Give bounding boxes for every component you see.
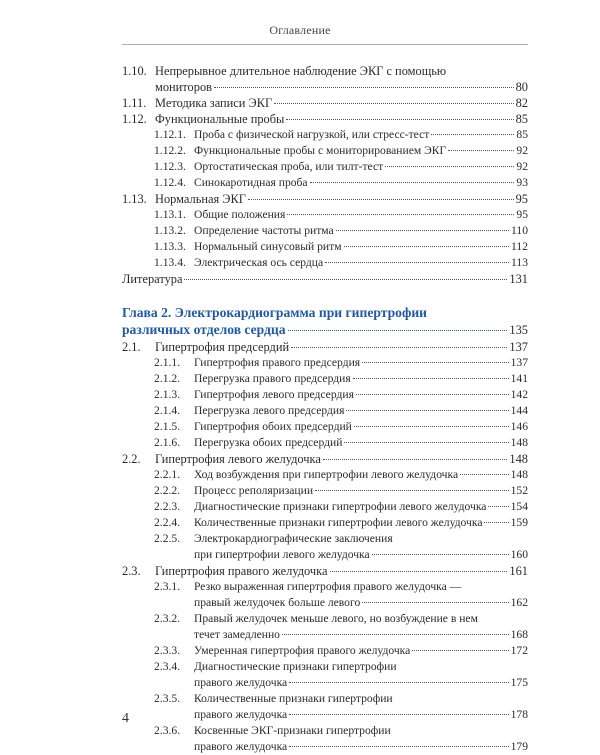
toc-entry [122,403,528,419]
dot-leader [288,330,508,331]
toc-entry-number: 2.2.4. [154,516,181,529]
toc-entry [122,531,528,563]
dot-leader [310,182,515,183]
toc-entry-title: Гипертрофия предсердий [155,340,290,354]
dot-leader [356,394,509,395]
toc-entry-title: Функциональные пробы [155,112,285,126]
toc-entry-title: Функциональные пробы с мониторированием ЭКГ [194,144,447,157]
toc-entry [122,659,528,691]
toc-entry-page: 168 [510,628,528,641]
toc-entry-page: 82 [515,96,528,110]
toc-entry-title: при гипертрофии левого желудочка [194,548,370,561]
toc-entry-page: 179 [510,740,528,753]
dot-leader [362,362,508,363]
dot-leader [291,347,507,348]
toc-entry-page: 80 [515,80,528,94]
toc-entry-page: 175 [510,676,528,689]
toc-entry-number: 1.12.1. [154,128,186,141]
toc-entry [122,239,528,255]
toc-entry-title: Непрерывное длительное наблюдение ЭКГ с помощью [155,64,447,78]
toc-entry-title: Общие положения [194,208,286,221]
toc-entry-number: 2.3.4. [154,660,181,673]
dot-leader [385,166,514,167]
toc-entry [122,499,528,515]
toc-entry-page: 142 [510,388,528,401]
toc-entry [122,563,528,579]
toc-entry [122,611,528,643]
toc-entry [122,355,528,371]
toc-entry-number: 2.3.6. [154,724,181,737]
toc-entry-title: Гипертрофия правого желудочка [155,564,328,578]
toc-entry-title: Диагностические признаки гипертрофии левого желудочка [194,500,487,513]
toc-entry-number: 2.3.1. [154,580,181,593]
toc-entry-number: 2.2.1. [154,468,181,481]
toc-entry-page: 85 [516,128,528,141]
toc-entry [122,175,528,191]
toc-entry-page: 154 [510,500,528,513]
toc-entry-number: 2.1.5. [154,420,181,433]
dot-leader [448,150,514,151]
dot-leader [289,682,508,683]
toc-entry-page: 178 [510,708,528,721]
toc-entry-title: Количественные признаки гипертрофии [194,692,393,705]
toc-entry-number: 2.3.5. [154,692,181,705]
dot-leader [274,103,513,104]
toc-entry-page: 161 [509,564,528,578]
dot-leader [431,134,514,135]
dot-leader [372,554,509,555]
dot-leader [354,426,509,427]
dot-leader [336,230,509,231]
toc-entry-page: 148 [509,452,528,466]
toc-entry-number: 1.12.3. [154,160,186,173]
page-number: 4 [122,711,129,726]
toc-entry-number: 1.12. [122,112,147,126]
toc-entry [122,339,528,355]
dot-leader [346,410,508,411]
dot-leader [488,506,508,507]
toc-entry-number: 1.13. [122,192,147,206]
toc-entry-page: 131 [509,272,528,286]
toc-entry-title: Методика записи ЭКГ [155,96,273,110]
toc-entry-title: Перегрузка правого предсердия [194,372,351,385]
dot-leader [484,522,508,523]
toc-entry [122,451,528,467]
toc-entry-title: Проба с физической нагрузкой, или стресс-тест [194,128,430,141]
toc-entry-page: 112 [511,240,528,253]
toc-entry [122,419,528,435]
toc-entry-number: 1.12.2. [154,144,186,157]
toc-entry-page: 95 [516,208,528,221]
toc-entry-number: 1.13.2. [154,224,186,237]
toc-entry-page: 159 [510,516,528,529]
toc-entry-title: правого желудочка [194,708,288,721]
toc-entry-page: 92 [516,144,528,157]
dot-leader [286,119,513,120]
toc-entry-title: различных отделов сердца [122,322,286,337]
toc-entry-number: 2.1.3. [154,388,181,401]
toc-entry-page: 146 [510,420,528,433]
toc-entry-title: Электрокардиографические заключения [194,532,393,545]
toc-entry [122,143,528,159]
toc-entry-title: правого желудочка [194,740,288,753]
toc-entry [122,95,528,111]
toc-entry [122,579,528,611]
toc-entry-page: 137 [510,356,528,369]
toc-entry [122,643,528,659]
toc-entry-number: 2.2.3. [154,500,181,513]
toc-entry-title: Ход возбуждения при гипертрофии левого желудочка [194,468,459,481]
toc-entry [122,111,528,127]
toc-entry-title: Нормальный синусовый ритм [194,240,342,253]
toc-entry-number: 2.3. [122,564,141,578]
dot-leader [282,634,509,635]
toc-entry [122,207,528,223]
dot-leader [289,714,508,715]
dot-leader [214,87,514,88]
toc-entry-page: 85 [515,112,528,126]
toc-entry-number: 1.12.4. [154,176,186,189]
toc-entry-title: Нормальная ЭКГ [155,192,246,206]
header-divider [122,44,528,45]
toc-entry-number: 1.11. [122,96,147,110]
toc-entry-title: Гипертрофия левого желудочка [155,452,321,466]
toc-entry-page: 95 [515,192,528,206]
toc-entry-title: Умеренная гипертрофия правого желудочка [194,644,411,657]
toc-entry-title: Синокаротидная проба [194,176,308,189]
toc-entry-number: 2.2. [122,452,141,466]
toc-entry-page: 144 [510,404,528,417]
dot-leader [330,571,508,572]
toc-entry-title: Электрическая ось сердца [194,256,324,269]
table-of-contents [122,63,528,755]
toc-entry [122,467,528,483]
dot-leader [289,746,508,747]
toc-entry-title: мониторов [155,80,212,94]
toc-entry-page: 152 [510,484,528,497]
toc-entry-number: 2.1. [122,340,141,354]
toc-entry-page: 92 [516,160,528,173]
toc-entry-title: Перегрузка левого предсердия [194,404,345,417]
dot-leader [353,378,509,379]
dot-leader [325,262,509,263]
toc-entry-number: 1.10. [122,64,147,78]
toc-entry-title: Правый желудочек меньше левого, но возбуждение в нем [194,612,478,625]
dot-leader [344,442,508,443]
toc-entry [122,371,528,387]
toc-entry [122,127,528,143]
toc-entry-title: Количественные признаки гипертрофии левого желудочка [194,516,483,529]
toc-entry-number: 2.2.5. [154,532,181,545]
dot-leader [184,279,507,280]
toc-entry [122,723,528,755]
toc-entry-page: 141 [510,372,528,385]
toc-entry [122,483,528,499]
toc-entry [122,63,528,95]
dot-leader [460,474,508,475]
dot-leader [344,246,509,247]
toc-entry-title: Гипертрофия левого предсердия [194,388,354,401]
toc-entry-title: Гипертрофия правого предсердия [194,356,361,369]
toc-entry [122,435,528,451]
toc-entry-number: 2.2.2. [154,484,181,497]
toc-entry-page: 162 [510,596,528,609]
toc-entry [122,691,528,723]
toc-entry [122,271,528,287]
toc-entry-title: Перегрузка обоих предсердий [194,436,343,449]
toc-entry-page: 93 [516,176,528,189]
toc-entry-page: 135 [509,323,528,337]
toc-entry-page: 172 [510,644,528,657]
toc-entry [122,223,528,239]
toc-chapter-heading [122,304,528,339]
toc-entry-title: Диагностические признаки гипертрофии [194,660,397,673]
toc-entry-number: 2.1.6. [154,436,181,449]
toc-entry-page: 137 [509,340,528,354]
running-header: Оглавление [269,23,331,37]
toc-entry-title: правого желудочка [194,676,288,689]
toc-entry-title: Процесс реполяризации [194,484,314,497]
toc-entry-title: течет замедленно [194,628,280,641]
toc-entry-page: 160 [510,548,528,561]
toc-entry-number: 1.13.4. [154,256,186,269]
toc-entry-title: Ортостатическая проба, или тилт-тест [194,160,384,173]
dot-leader [315,490,509,491]
toc-entry-number: 2.3.2. [154,612,181,625]
toc-entry-number: 2.3.3. [154,644,181,657]
toc-entry-number: 2.1.4. [154,404,181,417]
toc-entry-number: 1.13.1. [154,208,186,221]
dot-leader [412,650,508,651]
dot-leader [362,602,508,603]
toc-entry-title: Глава 2. Электрокардиограмма при гипертрофии [122,305,428,320]
toc-entry-page: 148 [510,436,528,449]
toc-entry-title: правый желудочек больше левого [194,596,361,609]
toc-entry-page: 148 [510,468,528,481]
toc-entry-title: Косвенные ЭКГ-признаки гипертрофии [194,724,391,737]
dot-leader [248,199,514,200]
toc-entry-page: 110 [511,224,528,237]
toc-entry-number: 1.13.3. [154,240,186,253]
toc-entry-number: 2.1.1. [154,356,181,369]
toc-entry-title: Определение частоты ритма [194,224,334,237]
toc-entry-page: 113 [511,256,528,269]
toc-entry-title: Гипертрофия обоих предсердий [194,420,352,433]
toc-entry [122,255,528,271]
toc-entry-number: 2.1.2. [154,372,181,385]
dot-leader [323,459,508,460]
toc-entry [122,191,528,207]
toc-entry [122,159,528,175]
toc-entry [122,387,528,403]
toc-entry-title: Литература [122,272,183,286]
dot-leader [287,214,514,215]
toc-entry-title: Резко выраженная гипертрофия правого желудочка — [194,580,462,593]
toc-entry [122,515,528,531]
